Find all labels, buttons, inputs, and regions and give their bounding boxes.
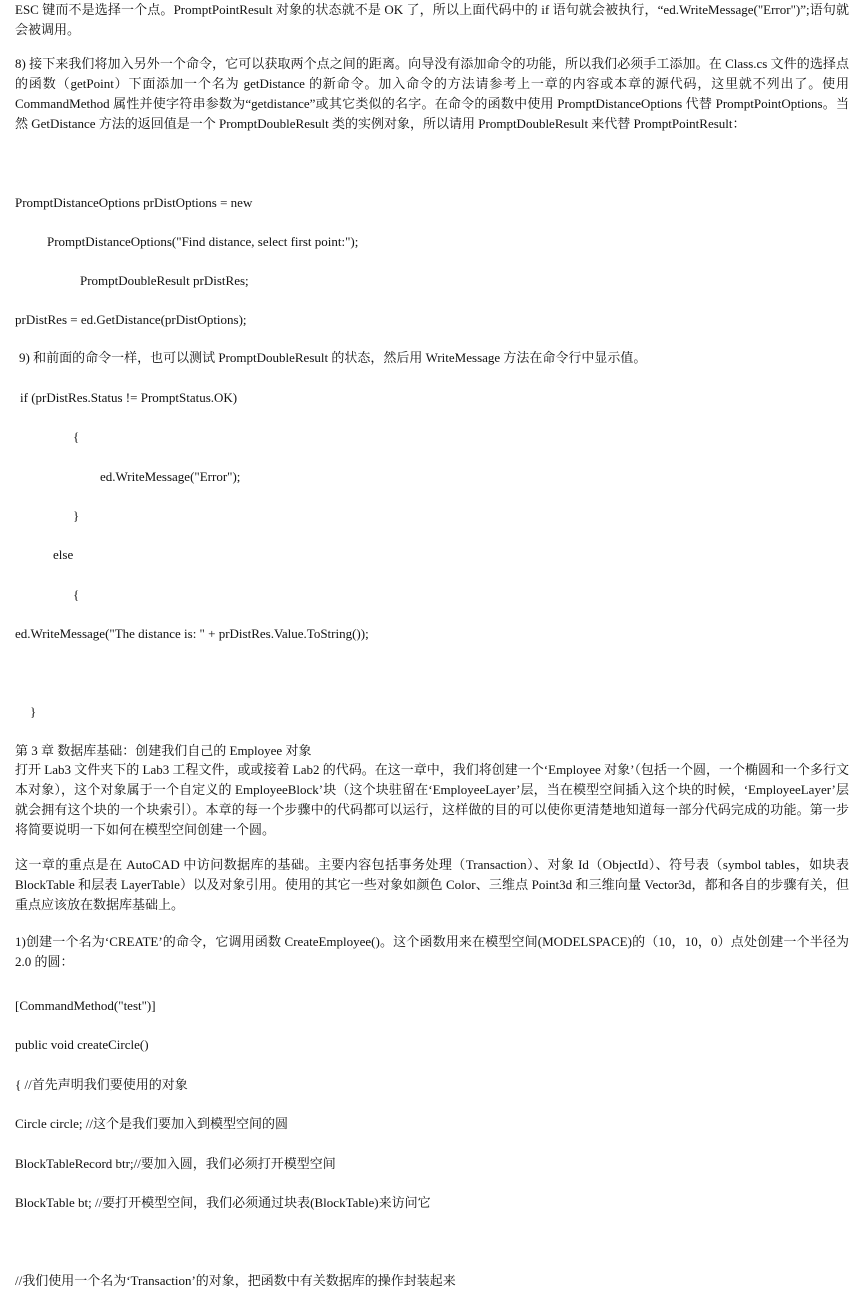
- code-line: public void createCircle(): [15, 1037, 149, 1052]
- code-line: BlockTableRecord btr;//要加入圆，我们必须打开模型空间: [15, 1156, 336, 1171]
- code-line: if (prDistRes.Status != PromptStatus.OK): [20, 390, 238, 405]
- code-line: //我们使用一个名为‘Transaction’的对象，把函数中有关数据库的操作封装起来: [15, 1273, 456, 1288]
- code-line: ed.WriteMessage("The distance is: " + prDistRes.Value.ToString());: [15, 626, 369, 641]
- paragraph-intro: ESC 键而不是选择一个点。PromptPointResult 对象的状态就不是 OK 了，所以上面代码中的 if 语句就会被执行，“ed.WriteMessage("Error")”;语句就会被调用。: [15, 2, 849, 37]
- code-line: ed.WriteMessage("Error");: [100, 469, 241, 484]
- code-line: [CommandMethod("test")]: [15, 998, 156, 1013]
- chapter-heading: 第 3 章 数据库基础：创建我们自己的 Employee 对象: [15, 743, 312, 758]
- code-line: }: [73, 508, 80, 523]
- code-line: PromptDistanceOptions prDistOptions = new: [15, 195, 253, 210]
- code-line: {: [73, 429, 80, 444]
- code-line: PromptDoubleResult prDistRes;: [80, 273, 249, 288]
- code-line: PromptDistanceOptions("Find distance, select first point:");: [47, 234, 359, 249]
- paragraph-chapter-intro: 打开 Lab3 文件夹下的 Lab3 工程文件，或或接着 Lab2 的代码。在这一章中，我们将创建一个‘Employee 对象’（包括一个圆，一个椭圆和一个多行文本对象），这个对象属于一个自定义的 EmployeeBlock’块（这个块驻留在‘EmployeeLayer’层，当在模型空间插入这个块的时候，‘EmployeeLayer’层就会拥有这个块的一个块索引）。本章的每一个步骤中的代码都可以运行，这样做的目的可以使你更清楚地知道每一部分代码完成的功能。第一步将简要说明一下如何在模型空间创建一个圆。: [15, 762, 849, 837]
- code-line: {: [73, 587, 80, 602]
- paragraph-focus: 这一章的重点是在 AutoCAD 中访问数据库的基础。主要内容包括事务处理（Transaction）、对象 Id（ObjectId）、符号表（symbol tables，如块表 BlockTable 和层表 LayerTable）以及对象引用。使用的其它一些对象如颜色 Color、三维点 Point3d 和三维向量 Vector3d，都和各自的步骤有关，但重点应该放在数据库基础上。: [15, 857, 849, 912]
- paragraph-step-8: 8) 接下来我们将加入另外一个命令，它可以获取两个点之间的距离。向导没有添加命令的功能，所以我们必须手工添加。在 Class.cs 文件的选择点的函数（getPoint）下面添加一个名为 getDistance 的新命令。加入命令的方法请参考上一章的内容或本章的源代码，这里就不列出了。使用 CommandMethod 属性并使字符串参数为“getdistance”或其它类似的名字。在命令的函数中使用 PromptDistanceOptions 代替 PromptPointOptions。当然 GetDistance 方法的返回值是一个 PromptDoubleResult 类的实例对象，所以请用 PromptDoubleResult 来代替 PromptPointResult：: [15, 56, 849, 131]
- code-line: { //首先声明我们要使用的对象: [15, 1077, 188, 1092]
- paragraph-step-1: 1)创建一个名为‘CREATE’的命令，它调用函数 CreateEmployee()。这个函数用来在模型空间(MODELSPACE)的（10，10，0）点处创建一个半径为 2.0 的圆：: [15, 934, 849, 969]
- code-line: Circle circle; //这个是我们要加入到模型空间的圆: [15, 1116, 288, 1131]
- code-line: else: [53, 547, 74, 562]
- code-line: BlockTable bt; //要打开模型空间，我们必须通过块表(BlockTable)来访问它: [15, 1195, 431, 1210]
- code-line: }: [30, 704, 37, 719]
- code-line: prDistRes = ed.GetDistance(prDistOptions);: [15, 312, 247, 327]
- paragraph-step-9: 9) 和前面的命令一样，也可以测试 PromptDoubleResult 的状态，然后用 WriteMessage 方法在命令行中显示值。: [19, 350, 647, 365]
